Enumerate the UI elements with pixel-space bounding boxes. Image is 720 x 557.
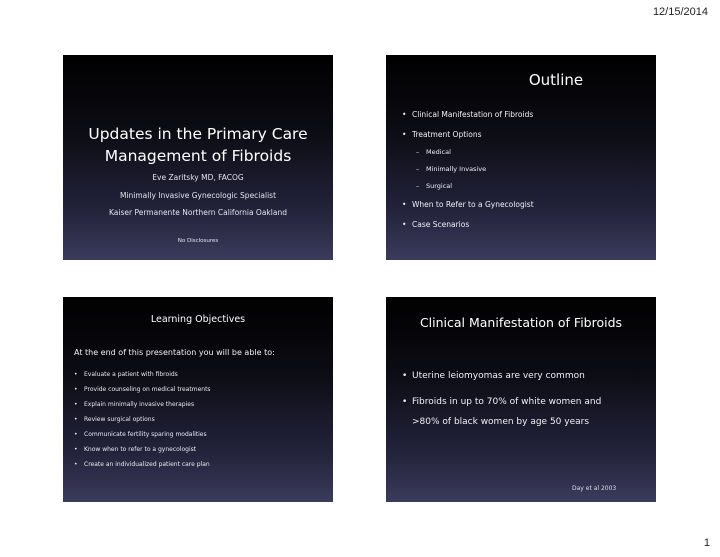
- slide-4-title: Clinical Manifestation of Fibroids: [419, 315, 623, 330]
- slide-1-title-line-1: Updates in the Primary Care: [88, 125, 308, 143]
- outline-item: • Case Scenarios: [412, 220, 534, 238]
- manifestation-item: • Uterine leiomyomas are very common: [412, 371, 601, 397]
- slide-2-title: Outline: [528, 71, 584, 89]
- slide-title[interactable]: [63, 55, 333, 260]
- slide-clinical-manifestation[interactable]: [386, 297, 656, 502]
- slide-1-title: [63, 123, 333, 167]
- manifestation-list: [412, 371, 601, 437]
- outline-subitem: – Surgical: [426, 182, 534, 200]
- outline-subitem: – Minimally Invasive: [426, 165, 534, 182]
- author-role: Minimally Invasive Gynecologic Specialist: [119, 191, 277, 200]
- objective-item: • Provide counseling on medical treatments: [84, 386, 211, 401]
- outline-item: • When to Refer to a Gynecologist: [412, 200, 534, 220]
- citation: Day et al 2003: [572, 485, 617, 492]
- outline-item: • Clinical Manifestation of Fibroids: [412, 110, 534, 130]
- objective-item: • Evaluate a patient with fibroids: [84, 371, 211, 386]
- objective-item: • Review surgical options: [84, 416, 211, 431]
- slide-outline[interactable]: [386, 55, 656, 260]
- manifestation-item: • Fibroids in up to 70% of white women and: [412, 397, 601, 417]
- slide-learning-objectives[interactable]: [63, 297, 333, 502]
- objective-item: • Create an individualized patient care plan: [84, 461, 211, 476]
- manifestation-item-continuation: >80% of black women by age 50 years: [412, 417, 590, 427]
- outline-list: [412, 110, 534, 238]
- page-number: 1: [703, 537, 710, 549]
- author-name: Eve Zaritsky MD, FACOG: [152, 173, 244, 182]
- disclosure-note: No Disclosures: [177, 238, 219, 244]
- objective-item: • Know when to refer to a gynecologist: [84, 446, 211, 461]
- outline-subitem: – Medical: [426, 148, 534, 165]
- outline-item: • Treatment Options: [412, 130, 534, 148]
- author-organization: Kaiser Permanente Northern California Oakland: [109, 208, 287, 217]
- objective-item: • Explain minimally invasive therapies: [84, 401, 211, 416]
- slide-1-title-line-2: Management of Fibroids: [104, 147, 292, 165]
- objectives-intro: At the end of this presentation you will be able to:: [74, 348, 275, 357]
- page-date: 12/15/2014: [652, 6, 708, 18]
- slide-3-title: Learning Objectives: [150, 314, 246, 325]
- objective-item: • Communicate fertility sparing modalities: [84, 431, 211, 446]
- objectives-list: [84, 371, 211, 476]
